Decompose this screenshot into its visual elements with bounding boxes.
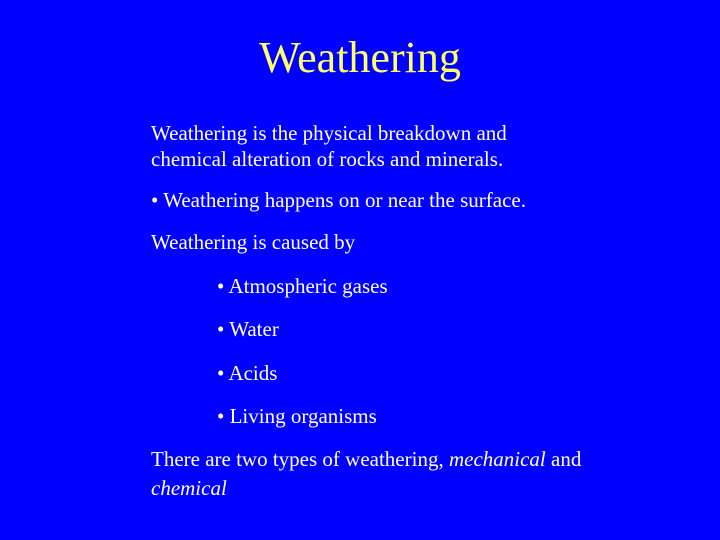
cause-item-water: • Water	[217, 317, 279, 341]
types-and: and	[545, 447, 582, 471]
cause-item-acids: • Acids	[217, 361, 278, 385]
cause-item-living-organisms: • Living organisms	[217, 404, 377, 428]
definition-line-2: chemical alteration of rocks and minerals.	[151, 147, 504, 171]
type-chemical: chemical	[151, 476, 227, 500]
types-prefix: There are two types of weathering,	[151, 447, 449, 471]
cause-item-atmospheric-gases: • Atmospheric gases	[217, 274, 388, 298]
slide-title: Weathering	[259, 33, 461, 82]
types-sentence-line-1	[151, 447, 581, 472]
surface-bullet: • Weathering happens on or near the surface.	[151, 188, 526, 212]
definition-line-1: Weathering is the physical breakdown and	[151, 121, 507, 145]
type-mechanical: mechanical	[448, 447, 546, 471]
caused-by-heading: Weathering is caused by	[151, 230, 356, 254]
